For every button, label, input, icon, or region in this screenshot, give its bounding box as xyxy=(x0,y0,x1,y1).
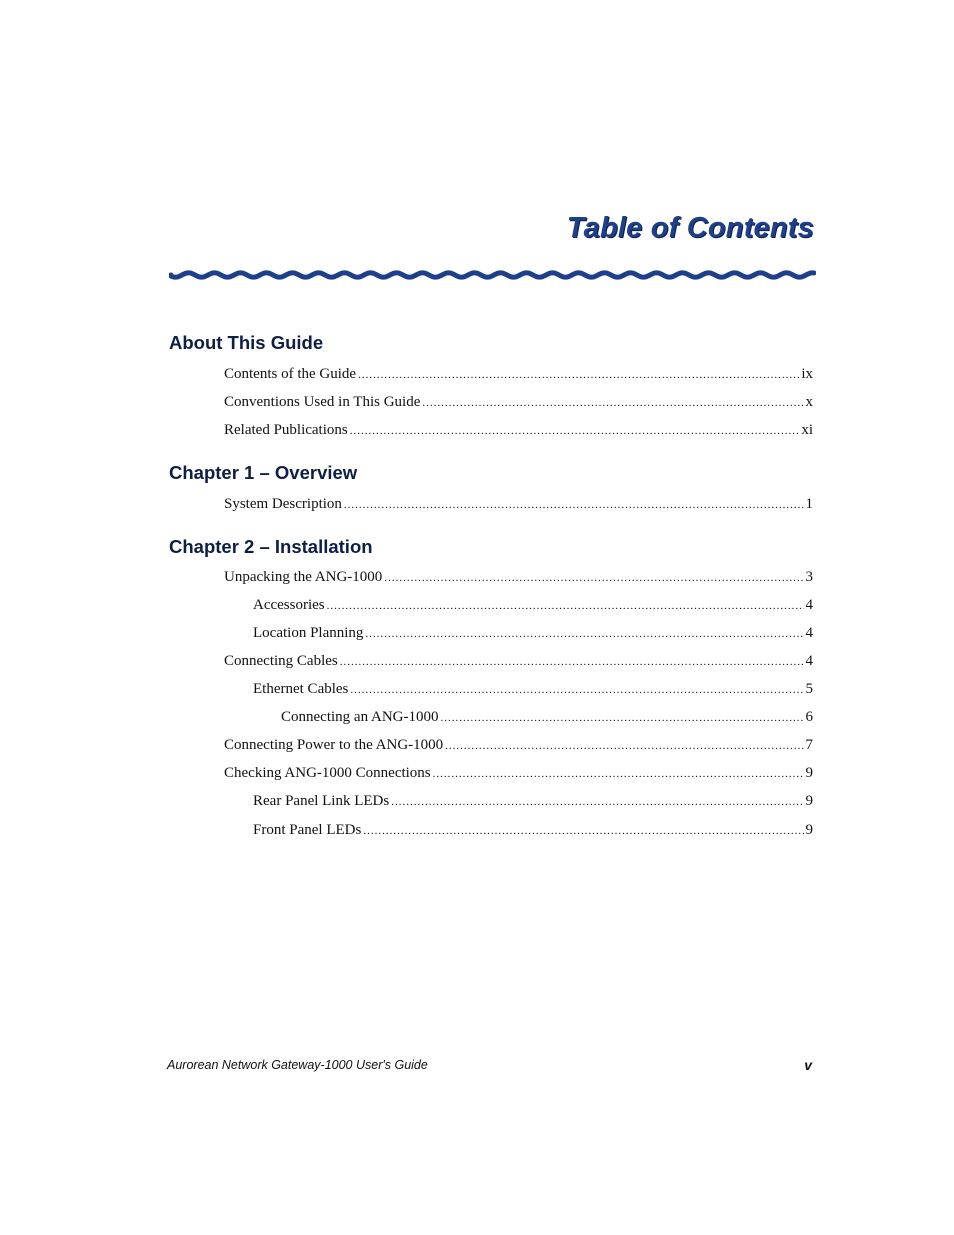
toc-entry-conventions[interactable]: Conventions Used in This Guide ..... x xyxy=(224,392,813,412)
toc-entry-rear-panel-leds[interactable]: Rear Panel Link LEDs ..... 9 xyxy=(253,791,813,811)
leader-dots xyxy=(340,652,804,672)
wave-divider xyxy=(169,268,816,282)
leader-dots xyxy=(350,421,800,441)
toc-entry-connecting-power[interactable]: Connecting Power to the ANG-1000 ..... 7 xyxy=(224,735,813,755)
toc-entry-location-planning[interactable]: Location Planning ..... 4 xyxy=(253,623,813,643)
section-heading-chapter-2: Chapter 2 – Installation xyxy=(169,536,373,557)
leader-dots xyxy=(391,792,803,812)
leader-dots xyxy=(445,736,803,756)
toc-entry-unpacking[interactable]: Unpacking the ANG-1000 ..... 3 xyxy=(224,567,813,587)
leader-dots xyxy=(422,393,803,413)
toc-entry-contents-of-the-guide[interactable]: Contents of the Guide ..... ix xyxy=(224,364,813,384)
leader-dots xyxy=(344,495,804,515)
section-heading-chapter-1: Chapter 1 – Overview xyxy=(169,462,358,483)
toc-entry-connecting-cables[interactable]: Connecting Cables ..... 4 xyxy=(224,651,813,671)
toc-entry-related-publications[interactable]: Related Publications ..... xi xyxy=(224,420,813,440)
toc-entry-front-panel-leds[interactable]: Front Panel LEDs ..... 9 xyxy=(253,820,813,840)
leader-dots xyxy=(384,568,803,588)
leader-dots xyxy=(327,596,804,616)
leader-dots xyxy=(350,680,803,700)
leader-dots xyxy=(358,365,799,385)
footer-page-number: v xyxy=(804,1057,812,1073)
toc-entry-accessories[interactable]: Accessories ..... 4 xyxy=(253,595,813,615)
leader-dots xyxy=(440,708,803,728)
leader-dots xyxy=(433,764,804,784)
toc-entry-system-description[interactable]: System Description ..... 1 xyxy=(224,494,813,514)
leader-dots xyxy=(365,624,803,644)
section-heading-about: About This Guide xyxy=(169,332,324,353)
leader-dots xyxy=(363,821,803,841)
toc-entry-connecting-an-ang[interactable]: Connecting an ANG-1000 ..... 6 xyxy=(281,707,813,727)
page-title: Table of Contents xyxy=(566,212,814,244)
toc-entry-checking-connections[interactable]: Checking ANG-1000 Connections ..... 9 xyxy=(224,763,813,783)
footer-document-title: Aurorean Network Gateway-1000 User's Guide xyxy=(167,1058,428,1072)
toc-entry-ethernet-cables[interactable]: Ethernet Cables ..... 5 xyxy=(253,679,813,699)
